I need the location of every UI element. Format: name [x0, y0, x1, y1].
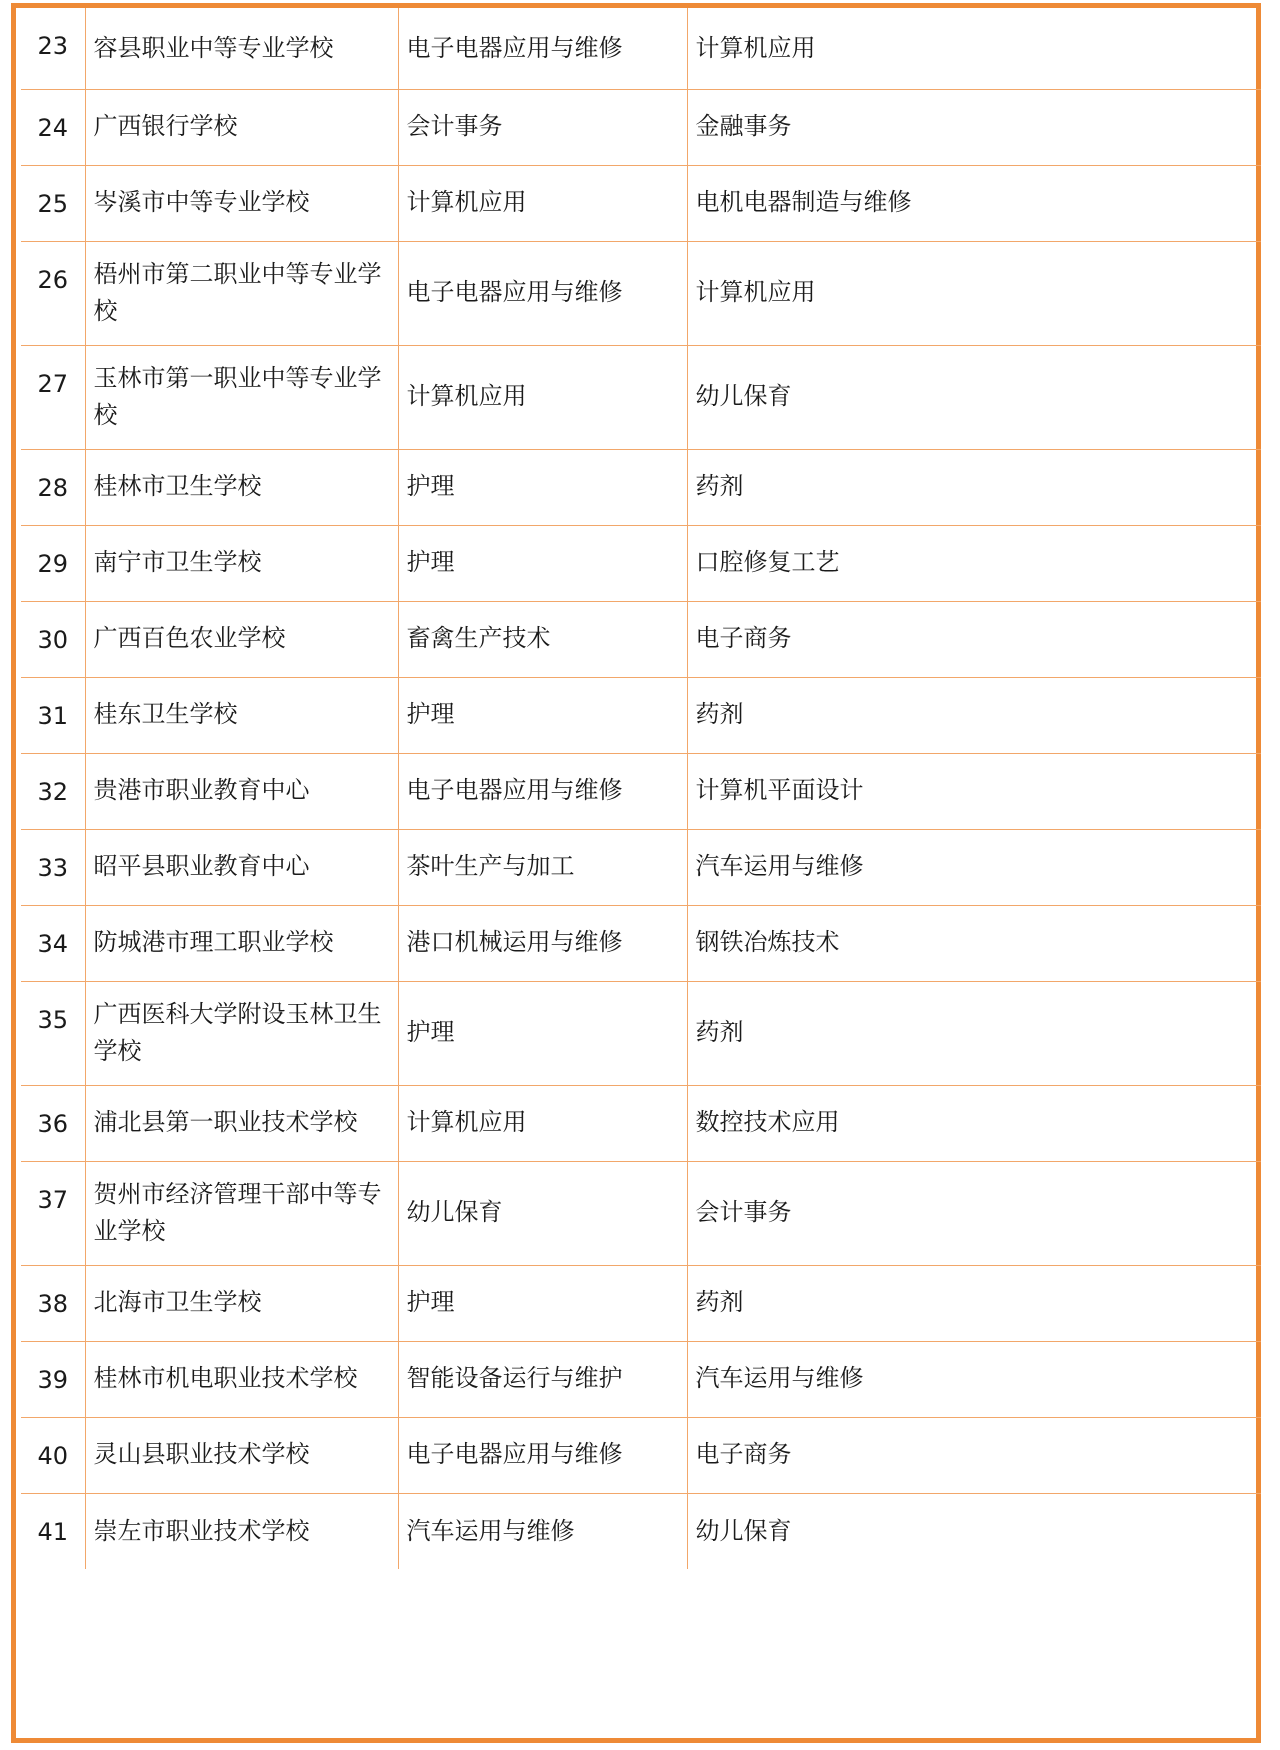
table-row	[21, 601, 1261, 677]
table-row	[21, 241, 1261, 345]
table-row	[21, 8, 1261, 89]
school-name: 梧州市第二职业中等专业学校	[85, 241, 398, 345]
major-1: 港口机械运用与维修	[398, 905, 687, 981]
major-2: 数控技术应用	[687, 1085, 1261, 1161]
school-name: 容县职业中等专业学校	[85, 8, 398, 89]
major-2: 幼儿保育	[687, 345, 1261, 449]
school-name: 广西百色农业学校	[85, 601, 398, 677]
table-row	[21, 905, 1261, 981]
table-row	[21, 1493, 1261, 1569]
row-number: 40	[21, 1417, 85, 1493]
table-body	[21, 8, 1261, 1569]
major-2: 计算机应用	[687, 8, 1261, 89]
row-number: 23	[21, 8, 85, 89]
row-number: 24	[21, 89, 85, 165]
row-number: 39	[21, 1341, 85, 1417]
table-row	[21, 1341, 1261, 1417]
table-row	[21, 89, 1261, 165]
row-number: 28	[21, 449, 85, 525]
major-2: 口腔修复工艺	[687, 525, 1261, 601]
major-2: 汽车运用与维修	[687, 1341, 1261, 1417]
major-1: 智能设备运行与维护	[398, 1341, 687, 1417]
row-number: 36	[21, 1085, 85, 1161]
major-2: 药剂	[687, 677, 1261, 753]
major-1: 护理	[398, 677, 687, 753]
major-2: 金融事务	[687, 89, 1261, 165]
major-1: 护理	[398, 981, 687, 1085]
table-row	[21, 1265, 1261, 1341]
school-name: 桂东卫生学校	[85, 677, 398, 753]
school-name: 贵港市职业教育中心	[85, 753, 398, 829]
school-name: 灵山县职业技术学校	[85, 1417, 398, 1493]
major-2: 幼儿保育	[687, 1493, 1261, 1569]
major-1: 电子电器应用与维修	[398, 8, 687, 89]
table-row	[21, 525, 1261, 601]
major-2: 药剂	[687, 981, 1261, 1085]
major-2: 电子商务	[687, 1417, 1261, 1493]
major-1: 计算机应用	[398, 345, 687, 449]
major-1: 电子电器应用与维修	[398, 1417, 687, 1493]
schools-table	[21, 8, 1261, 1569]
row-number: 25	[21, 165, 85, 241]
row-number: 35	[21, 981, 85, 1085]
major-1: 茶叶生产与加工	[398, 829, 687, 905]
row-number: 30	[21, 601, 85, 677]
table-row	[21, 981, 1261, 1085]
major-2: 电机电器制造与维修	[687, 165, 1261, 241]
table-row	[21, 753, 1261, 829]
row-number: 27	[21, 345, 85, 449]
major-1: 护理	[398, 1265, 687, 1341]
school-name: 玉林市第一职业中等专业学校	[85, 345, 398, 449]
school-name: 南宁市卫生学校	[85, 525, 398, 601]
table-row	[21, 345, 1261, 449]
school-name: 贺州市经济管理干部中等专业学校	[85, 1161, 398, 1265]
table-row	[21, 165, 1261, 241]
row-number: 34	[21, 905, 85, 981]
major-2: 计算机平面设计	[687, 753, 1261, 829]
row-number: 41	[21, 1493, 85, 1569]
major-1: 计算机应用	[398, 1085, 687, 1161]
row-number: 33	[21, 829, 85, 905]
major-1: 汽车运用与维修	[398, 1493, 687, 1569]
major-1: 护理	[398, 525, 687, 601]
school-name: 岑溪市中等专业学校	[85, 165, 398, 241]
major-2: 汽车运用与维修	[687, 829, 1261, 905]
row-number: 37	[21, 1161, 85, 1265]
table-row	[21, 677, 1261, 753]
table-row	[21, 1417, 1261, 1493]
row-number: 38	[21, 1265, 85, 1341]
major-2: 药剂	[687, 449, 1261, 525]
major-2: 计算机应用	[687, 241, 1261, 345]
major-1: 会计事务	[398, 89, 687, 165]
row-number: 32	[21, 753, 85, 829]
school-name: 防城港市理工职业学校	[85, 905, 398, 981]
major-2: 药剂	[687, 1265, 1261, 1341]
row-number: 26	[21, 241, 85, 345]
table-row	[21, 1085, 1261, 1161]
major-1: 护理	[398, 449, 687, 525]
school-name: 昭平县职业教育中心	[85, 829, 398, 905]
major-2: 会计事务	[687, 1161, 1261, 1265]
major-1: 畜禽生产技术	[398, 601, 687, 677]
table-row	[21, 829, 1261, 905]
major-1: 电子电器应用与维修	[398, 753, 687, 829]
table-row	[21, 1161, 1261, 1265]
major-2: 电子商务	[687, 601, 1261, 677]
school-name: 广西银行学校	[85, 89, 398, 165]
school-name: 桂林市机电职业技术学校	[85, 1341, 398, 1417]
major-1: 计算机应用	[398, 165, 687, 241]
row-number: 29	[21, 525, 85, 601]
row-number: 31	[21, 677, 85, 753]
school-name: 广西医科大学附设玉林卫生学校	[85, 981, 398, 1085]
major-2: 钢铁冶炼技术	[687, 905, 1261, 981]
school-name: 崇左市职业技术学校	[85, 1493, 398, 1569]
major-1: 幼儿保育	[398, 1161, 687, 1265]
school-name: 北海市卫生学校	[85, 1265, 398, 1341]
major-1: 电子电器应用与维修	[398, 241, 687, 345]
school-name: 桂林市卫生学校	[85, 449, 398, 525]
table-row	[21, 449, 1261, 525]
school-name: 浦北县第一职业技术学校	[85, 1085, 398, 1161]
table-frame	[11, 3, 1261, 1743]
